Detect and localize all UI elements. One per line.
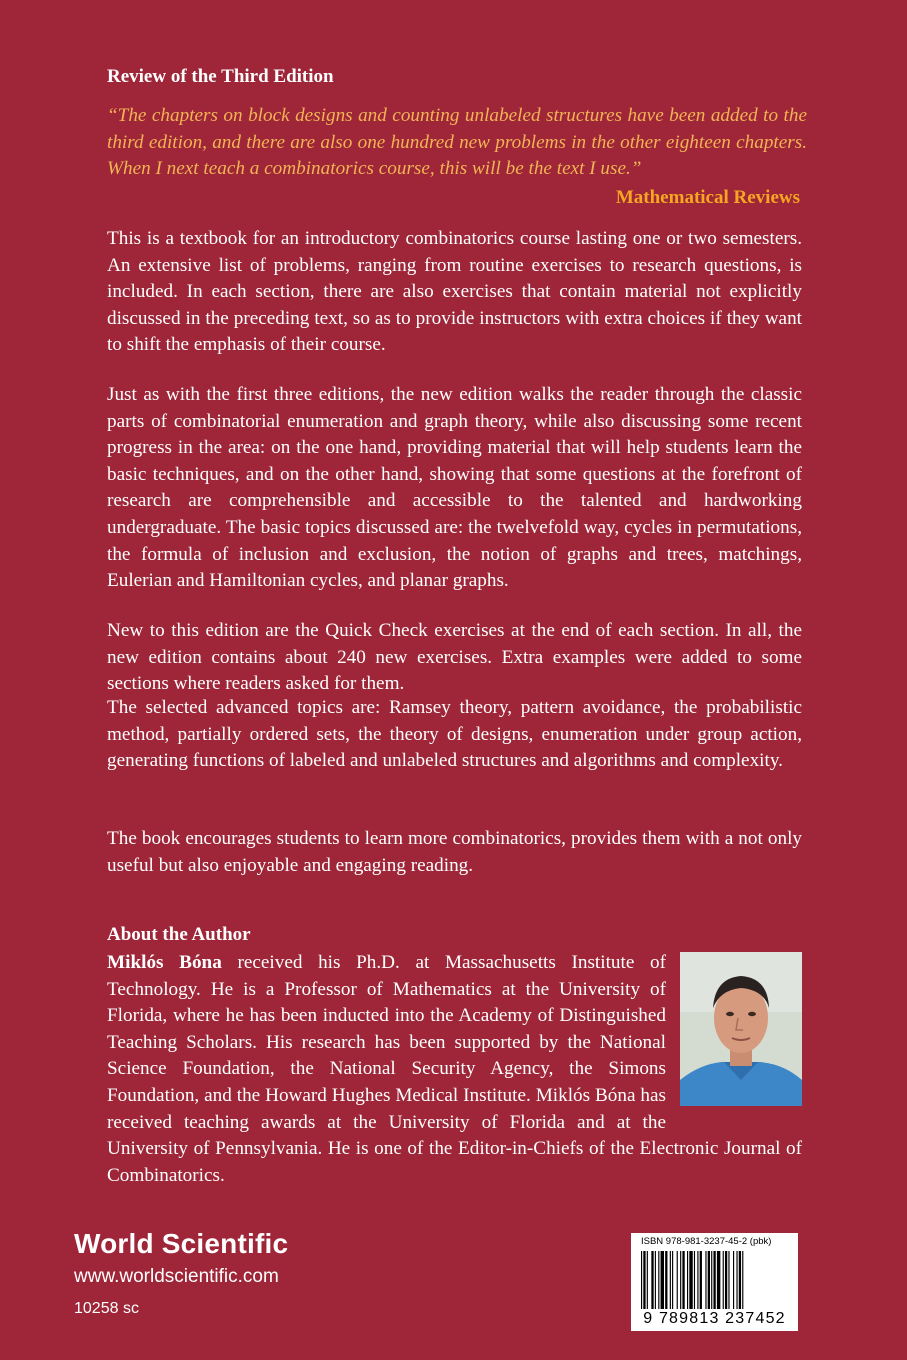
isbn-text: ISBN 978-981-3237-45-2 (pbk) — [641, 1236, 772, 1247]
review-quote: “The chapters on block designs and counting unlabeled structures have been added to the third edition, and there are also one hundred new problems in the other eighteen chapters. When I next teach a combinatorics course, this will be the text I use.” — [107, 105, 807, 179]
description-paragraph-1: This is a textbook for an introductory combinatorics course lasting one or two semesters. An extensive list of problems, ranging from routine exercises to research questions, is included. In each section, there are also exercises that contain material not explicitly discussed in the preceding text, so as to provide instructors with extra choices if they want to shift the emphasis of their course. — [107, 228, 802, 356]
author-name: Miklós Bóna — [107, 952, 222, 973]
description-paragraph-3: New to this edition are the Quick Check exercises at the end of each section. In all, the new edition contains about 240 new exercises. Extra examples were added to some sections where readers asked for them. — [107, 620, 802, 695]
description-paragraph-4: The selected advanced topics are: Ramsey theory, pattern avoidance, the probabilistic method, partially ordered sets, the theory of designs, enumeration under group action, generating functions of labeled and unlabeled structures and algorithms and complexity. — [107, 697, 802, 772]
review-source: Mathematical Reviews — [615, 187, 800, 208]
author-bio — [107, 950, 802, 1189]
about-author-heading: About the Author — [107, 924, 251, 945]
barcode-digits: 9 789813 237452 — [643, 1310, 786, 1327]
review-heading: Review of the Third Edition — [107, 66, 334, 87]
description-paragraph-5: The book encourages students to learn more combinatorics, provides them with a not only useful but also enjoyable and engaging reading. — [107, 828, 802, 876]
author-photo — [680, 952, 802, 1106]
publisher-code: 10258 sc — [74, 1300, 139, 1317]
author-portrait-image — [680, 952, 802, 1106]
barcode-box — [631, 1233, 798, 1331]
author-bio-text: received his Ph.D. at Massachusetts Institute of Technology. He is a Professor of Mathematics at the University of Florida, where he has been inducted into the Academy of Distinguished Teaching Scholars. His research has been supported by the National Science Foundation, the National Security Agency, the Simons Foundation, and the Howard Hughes Medical Institute. Miklós Bóna has received teaching awards at the University of Florida and at the University of Pennsylvania. He is one of the Editor-in-Chiefs of the Electronic Journal of Combinatorics. — [107, 952, 802, 1186]
publisher-name: World Scientific — [74, 1228, 289, 1259]
barcode-image — [641, 1251, 789, 1311]
description-paragraph-2: Just as with the first three editions, the new edition walks the reader through the classic parts of combinatorial enumeration and graph theory, while also discussing some recent progress in the area: on the one hand, providing material that will help students learn the basic techniques, and on the other hand, showing that some questions at the forefront of research are comprehensible and accessible to the talented and hardworking undergraduate. The basic topics discussed are: the twelvefold way, cycles in permutations, the formula of inclusion and exclusion, the notion of graphs and trees, matchings, Eulerian and Hamiltonian cycles, and planar graphs. — [107, 384, 802, 592]
publisher-url[interactable]: www.worldscientific.com — [74, 1266, 279, 1287]
